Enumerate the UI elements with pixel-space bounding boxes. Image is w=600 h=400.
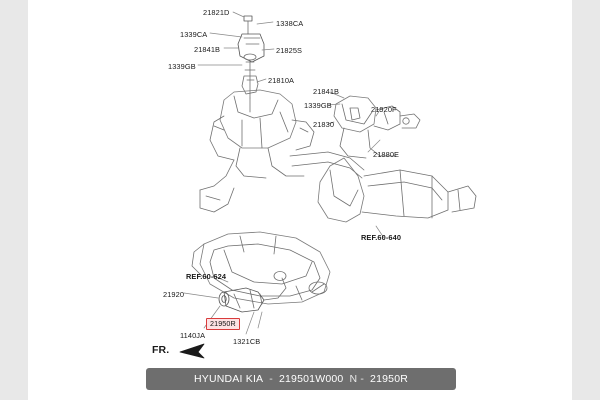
- part-label: 1339GB: [168, 62, 196, 71]
- part-label: 21920F: [371, 105, 397, 114]
- part-label: 1338CA: [276, 19, 304, 28]
- part-label: 1140JA: [180, 331, 206, 340]
- part-label: 21821D: [203, 8, 230, 17]
- part-label: 21880E: [373, 150, 400, 159]
- part-label: 1339CA: [180, 30, 208, 39]
- part-number: 219501W000: [278, 373, 344, 385]
- part-label: 1339GB: [304, 101, 332, 110]
- diagram-artwork: [28, 0, 572, 400]
- part-label: 21825S: [276, 46, 303, 55]
- reference-label: REF.60-624: [186, 272, 227, 281]
- part-label: 21841B: [194, 45, 221, 54]
- part-label: 21841B: [313, 87, 340, 96]
- parts-diagram: [28, 0, 572, 400]
- orientation-marker: FR.: [152, 344, 170, 356]
- suffix-prefix: N -: [349, 373, 365, 385]
- brand-label: HYUNDAI KIA: [193, 373, 264, 385]
- part-label: 21830: [313, 120, 335, 129]
- part-title-bar: [146, 368, 456, 390]
- highlighted-part-label[interactable]: 21950R: [206, 318, 240, 330]
- reference-label: REF.60-640: [361, 233, 402, 242]
- part-label: 1321CB: [233, 337, 261, 346]
- title-separator: -: [269, 373, 273, 385]
- right-gutter: [572, 0, 600, 400]
- left-gutter: [0, 0, 28, 400]
- part-label: 21920: [163, 290, 185, 299]
- part-label: 21810A: [268, 76, 295, 85]
- part-suffix: 21950R: [370, 373, 409, 385]
